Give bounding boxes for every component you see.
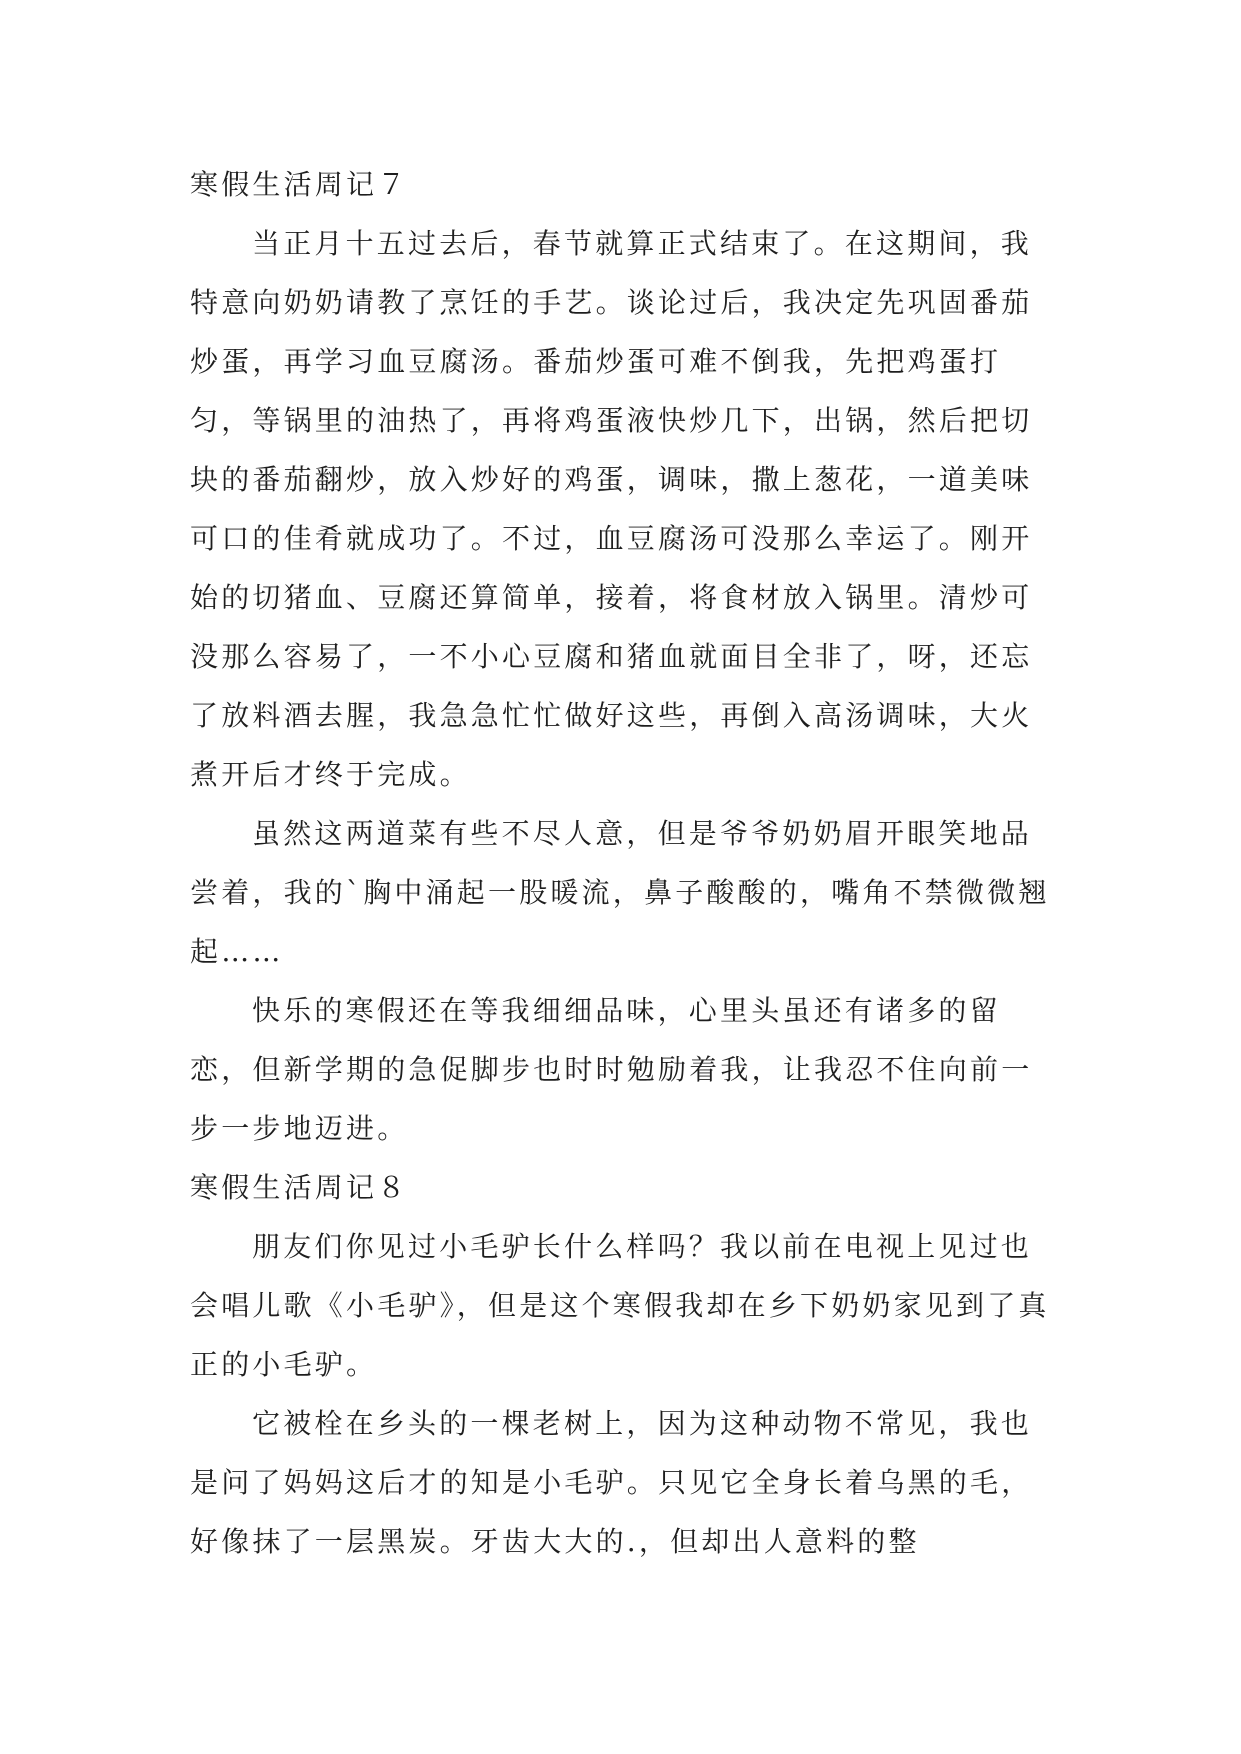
- paragraph: 虽然这两道菜有些不尽人意，但是爷爷奶奶眉开眼笑地品尝着，我的`胸中涌起一股暖流，鼻子酸酸的，嘴角不禁微微翘起……: [190, 817, 1050, 968]
- paragraph: 快乐的寒假还在等我细细品味，心里头虽还有诸多的留恋，但新学期的急促脚步也时时勉励着我，让我忍不住向前一步一步地迈进。: [190, 994, 1033, 1145]
- section-weekly-journal-7: [190, 155, 1052, 1158]
- paragraph: 当正月十五过去后，春节就算正式结束了。在这期间，我特意向奶奶请教了烹饪的手艺。谈论过后，我决定先巩固番茄炒蛋，再学习血豆腐汤。番茄炒蛋可难不倒我，先把鸡蛋打匀，等锅里的油热了，再将鸡蛋液快炒几下，出锅，然后把切块的番茄翻炒，放入炒好的鸡蛋，调味，撒上葱花，一道美味可口的佳肴就成功了。不过，血豆腐汤可没那么幸运了。刚开始的切猪血、豆腐还算简单，接着，将食材放入锅里。清炒可没那么容易了，一不小心豆腐和猪血就面目全非了，呀，还忘了放料酒去腥，我急急忙忙做好这些，再倒入高汤调味，大火煮开后才终于完成。: [190, 227, 1033, 791]
- paragraph: 朋友们你见过小毛驴长什么样吗？我以前在电视上见过也会唱儿歌《小毛驴》，但是这个寒假我却在乡下奶奶家见到了真正的小毛驴。: [190, 1230, 1050, 1381]
- document-body: [190, 155, 1052, 1571]
- section-weekly-journal-8: [190, 1158, 1052, 1571]
- section-title: 寒假生活周记８: [190, 1171, 409, 1204]
- paragraph: 它被栓在乡头的一棵老树上，因为这种动物不常见，我也是问了妈妈这后才的知是小毛驴。只见它全身长着乌黑的毛，好像抹了一层黑炭。牙齿大大的.，但却出人意料的整: [190, 1407, 1033, 1558]
- section-title: 寒假生活周记７: [190, 168, 409, 201]
